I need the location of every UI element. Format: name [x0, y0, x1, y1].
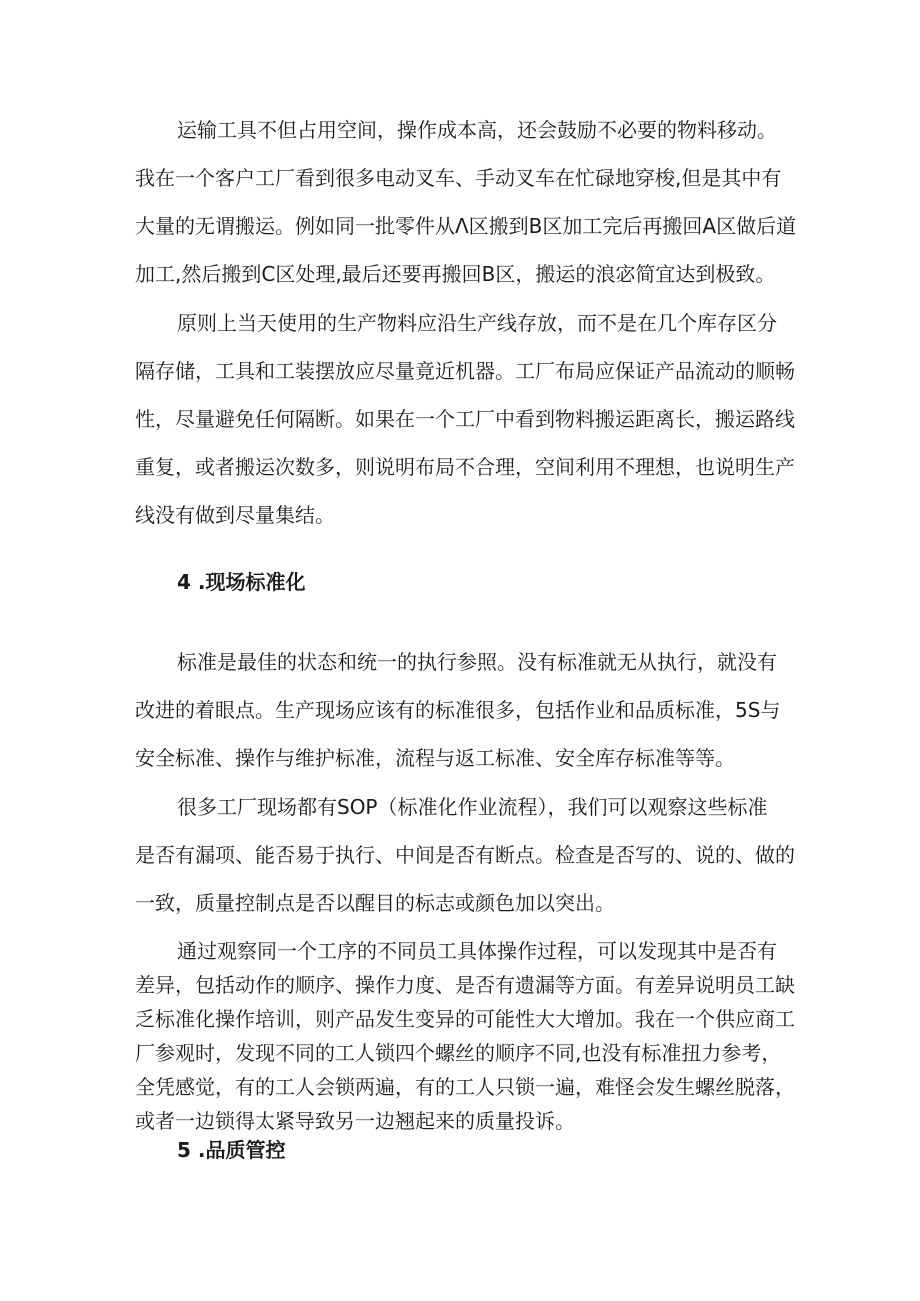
text-line: 通过观察同一个工序的不同员工具体操作过程，可以发现其中是否有: [177, 939, 777, 963]
text-line: 我在一个客户工厂看到很多电动叉车、手动叉车在忙碌地穿梭,但是其中有: [135, 166, 782, 190]
text-line: 隔存储，工具和工装摆放应尽量竟近机器。工厂布局应保证产品流动的顺畅: [135, 359, 795, 383]
text-line: 性，尽量避免任何隔断。如果在一个工厂中看到物料搬运距离长，搬运路线: [135, 407, 795, 431]
text-line: 重复，或者搬运次数多，则说明布局不合理，空间利用不理想，也说明生产: [135, 455, 795, 479]
text-line: 差异，包括动作的顺序、操作力度、是否有遗漏等方面。有差异说明员工缺: [135, 973, 795, 997]
text-line: 或者一边锁得太紧导致另一边翘起来的质量投诉。: [135, 1109, 575, 1133]
section-4-heading: 4 .现场标准化: [177, 570, 306, 594]
text-line: 运输工具不但占用空间，操作成本高，还会鼓励不必要的物料移动。: [177, 118, 777, 142]
paragraph-observation: [135, 934, 795, 1138]
text-line: 是否有漏项、能否易于执行、中间是否有断点。检查是否写的、说的、做的: [135, 843, 795, 867]
text-line: 标准是最佳的状态和统一的执行参照。没有标准就无从执行，就没有: [177, 650, 777, 674]
text-line: 很多工厂现场都有SOP（标准化作业流程），我们可以观察这些标准: [177, 795, 768, 819]
paragraph-layout-principle: [135, 299, 795, 539]
paragraph-sop: [135, 783, 795, 927]
text-line: 一致，质量控制点是否以醒目的标志或颜色加以突出。: [135, 891, 615, 915]
text-line: 大量的无谓搬运。例如同一批零件从Λ区搬到B区加工完后再搬回A区做后道: [135, 214, 797, 238]
text-line: 加工,然后搬到C区处理,最后还要再搬回B区，搬运的浪宓简宜达到极致。: [135, 262, 776, 286]
text-line: 厂参观时，发现不同的工人锁四个螺丝的顺序不同,也没有标准扭力参考，: [135, 1041, 782, 1065]
text-line: 原则上当天使用的生产物料应沿生产线存放，而不是在几个库存区分: [177, 311, 777, 335]
text-line: 改进的着眼点。生产现场应该有的标准很多，包括作业和品质标准，5S与: [135, 698, 781, 722]
text-line: 全凭感觉，有的工人会锁两遍，有的工人只锁一遍，难怪会发生螺丝脱落，: [135, 1075, 795, 1099]
paragraph-standards: [135, 638, 795, 782]
section-5-heading: 5 .品质管控: [177, 1138, 286, 1162]
paragraph-transport-waste: [135, 106, 795, 298]
text-line: 乏标准化操作培训，则产品发生变异的可能性大大增加。我在一个供应商工: [135, 1007, 795, 1031]
text-line: 线没有做到尽量集结。: [135, 503, 335, 527]
text-line: 安全标准、操作与维护标准，流程与返工标准、安全库存标准等等。: [135, 746, 735, 770]
